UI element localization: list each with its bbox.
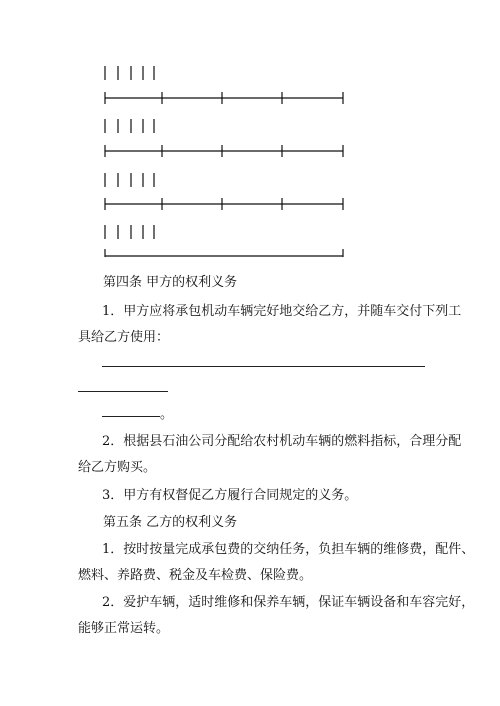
table-grid-lines <box>100 60 350 265</box>
fill-in-blank-line-2 <box>78 391 168 392</box>
article4-item1-line1: 1．甲方应将承包机动车辆完好地交给乙方，并随车交付下列工 <box>102 304 462 319</box>
article4-item1-end: 。 <box>160 407 174 422</box>
article5-item2-line2: 能够正常运转。 <box>78 621 170 636</box>
article4-item2-line1: 2．根据县石油公司分配给农村机动车辆的燃料指标，合理分配 <box>102 434 462 449</box>
table-grid <box>100 60 350 265</box>
article5-item1-line2: 燃料、养路费、税金及车检费、保险费。 <box>78 568 313 583</box>
article4-item2-line2: 给乙方购买。 <box>78 460 157 475</box>
fill-in-blank-line-3 <box>102 416 160 417</box>
fill-in-blank-line-1 <box>102 366 425 367</box>
article5-item2-line1: 2．爱护车辆，适时维修和保养车辆，保证车辆设备和车容完好， <box>102 595 475 610</box>
article4-item3: 3．甲方有权督促乙方履行合同规定的义务。 <box>102 488 358 503</box>
article5-item1-line1: 1．按时按量完成承包费的交纳任务，负担车辆的维修费，配件、 <box>102 542 475 557</box>
article5-heading: 第五条 乙方的权利义务 <box>103 515 238 530</box>
article4-item1-line2: 具给乙方使用： <box>78 330 170 345</box>
article4-heading: 第四条 甲方的权利义务 <box>103 275 238 290</box>
